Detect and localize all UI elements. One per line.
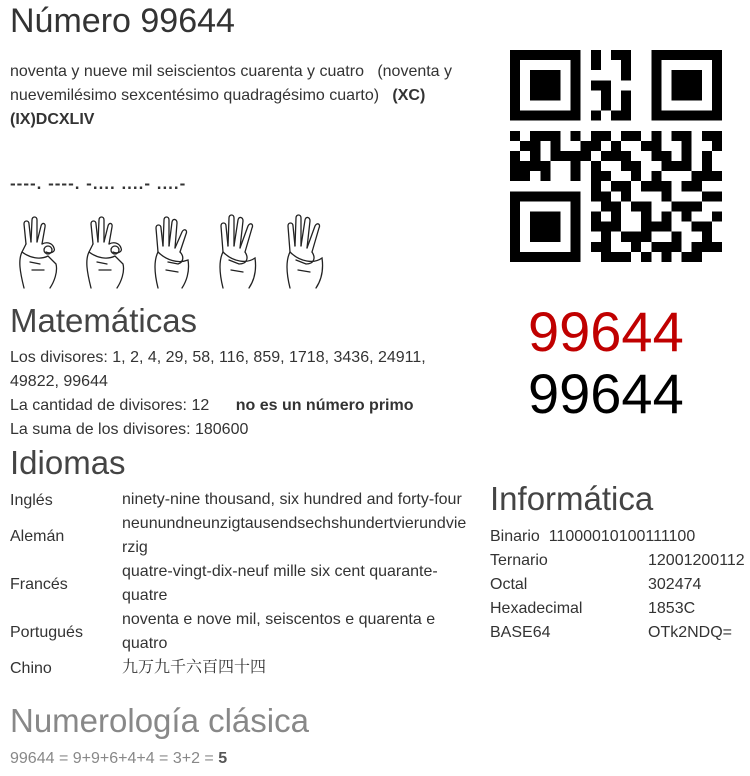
qr-code-icon [510,50,722,262]
divisors-label: Los divisores: [10,349,108,366]
hand-4-icon [278,212,338,290]
numerology-heading: Numerología clásica [10,702,309,739]
lang-name-french: Francés [10,576,68,593]
divisor-count: 12 [191,397,210,414]
number-display-black: 99644 [528,362,684,425]
octal-value: 302474 [648,576,702,593]
hand-6-icon [144,212,204,290]
binary-line [490,528,695,546]
divisors-list: 1, 2, 4, 29, 58, 116, 859, 1718, 3436, 24911, [112,349,426,366]
number-display-red: 99644 [528,300,684,363]
octal-label: Octal [490,576,528,593]
divisor-sum-line [10,418,248,442]
lang-value-portuguese: noventa e nove mil, seiscentos e quarenta e quatro [122,611,436,652]
divisor-sum-label: La suma de los divisores: [10,421,191,438]
lang-value-chinese: 九万九千六百四十四 [122,659,267,676]
ternary-label: Ternario [490,552,548,569]
hand-9-icon [10,212,70,290]
number-ordinal: (noventa y nuevemilésimo sexcentésimo quadragésimo cuarto) [10,63,453,104]
hand-4-icon [211,212,271,290]
morse-code: ----. ----. -.... ....- ....- [10,174,187,193]
lang-value-french: quatre-vingt-dix-neuf mille six cent quarante-quatre [122,563,438,604]
number-description [10,60,468,132]
lang-name-english: Inglés [10,492,53,509]
numerology-result: 5 [218,750,228,767]
sign-language-hands [10,212,340,292]
lang-value-english: ninety-nine thousand, six hundred and forty-four [122,491,462,508]
ternary-value: 12001200112 [648,552,745,569]
base64-value: OTk2NDQ= [648,624,733,641]
hex-label: Hexadecimal [490,600,583,617]
prime-status: no es un número primo [235,397,414,414]
divisors-line [10,346,450,370]
lang-name-portuguese: Portugués [10,624,83,641]
divisor-sum: 180600 [194,421,249,438]
math-heading: Matemáticas [10,302,198,339]
divisor-count-line [10,394,414,418]
number-words: noventa y nueve mil seiscientos cuarenta y cuatro [10,63,364,80]
hand-9-icon [77,212,137,290]
binary-value: 11000010100111100 [548,528,696,545]
divisors-list-cont: 49822, 99644 [10,373,108,390]
numerology-equation: 99644 = 9+9+6+4+4 = 3+2 = [10,750,214,767]
lang-name-german: Alemán [10,528,65,545]
divisor-count-label: La cantidad de divisores: [10,397,187,414]
lang-name-chinese: Chino [10,660,52,677]
binary-label: Binario [490,528,540,545]
base64-label: BASE64 [490,624,551,641]
page-title: Número 99644 [10,2,235,40]
lang-value-german: neunundneunzigtausendsechshundertvierundvierzig [122,515,467,556]
languages-heading: Idiomas [10,444,126,481]
informatics-heading: Informática [490,480,654,517]
hex-value: 1853C [648,600,696,617]
numerology-line [10,750,227,768]
roman-numeral: (XC)(IX)DCXLIV [10,87,426,128]
